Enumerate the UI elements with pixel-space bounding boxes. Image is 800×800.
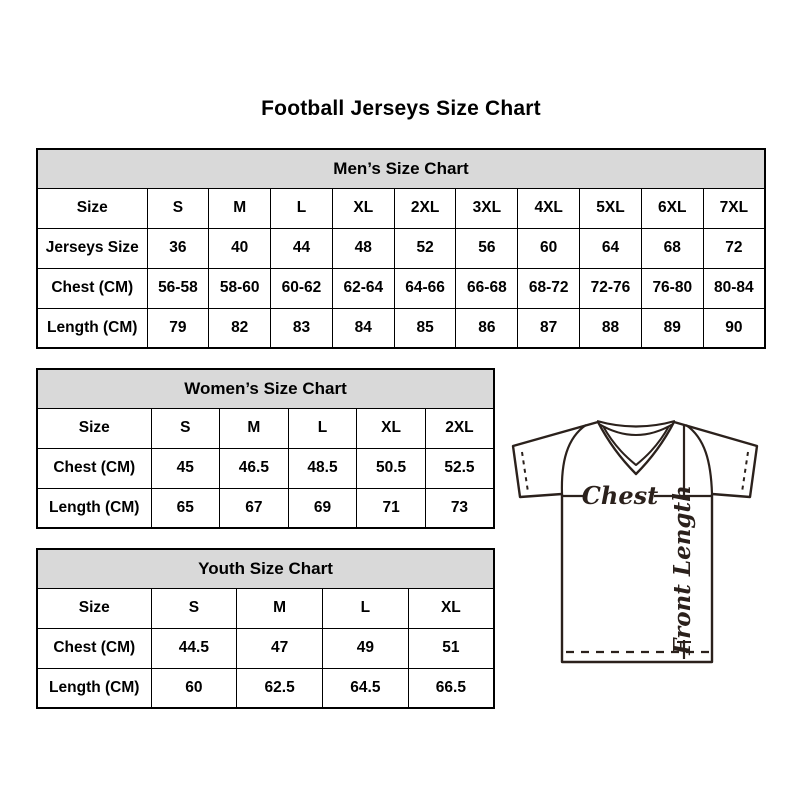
- mens-table-cell: 72: [703, 228, 765, 268]
- youth-table-cell: 51: [408, 628, 494, 668]
- mens-table-cell: 56: [456, 228, 518, 268]
- youth-table-cell: XL: [408, 588, 494, 628]
- youth-table-cell: 49: [323, 628, 409, 668]
- front-length-measure-label: Front Length: [669, 485, 696, 655]
- womens-table-title: Women’s Size Chart: [37, 369, 494, 408]
- mens-table-cell: 48: [332, 228, 394, 268]
- mens-table-cell: 62-64: [332, 268, 394, 308]
- chest-measure-label: Chest: [581, 481, 659, 510]
- youth-row-label: Chest (CM): [37, 628, 151, 668]
- youth-table-title: Youth Size Chart: [37, 549, 494, 588]
- youth-table-cell: L: [323, 588, 409, 628]
- womens-table-cell: M: [220, 408, 289, 448]
- youth-table-cell: 47: [237, 628, 323, 668]
- mens-table-cell: 84: [332, 308, 394, 348]
- womens-size-table: [36, 368, 495, 529]
- womens-table-cell: L: [288, 408, 357, 448]
- youth-table-cell: 64.5: [323, 668, 409, 708]
- jersey-right-armhole-seam: [686, 425, 712, 494]
- womens-row-label: Length (CM): [37, 488, 151, 528]
- mens-table-cell: 82: [209, 308, 271, 348]
- mens-table-cell: 40: [209, 228, 271, 268]
- womens-row-label: Size: [37, 408, 151, 448]
- mens-table-cell: 60: [518, 228, 580, 268]
- mens-table-cell: 79: [147, 308, 209, 348]
- mens-table-title: Men’s Size Chart: [37, 149, 765, 188]
- mens-table-cell: 87: [518, 308, 580, 348]
- mens-table-cell: 86: [456, 308, 518, 348]
- mens-table-cell: M: [209, 188, 271, 228]
- mens-table-cell: 72-76: [580, 268, 642, 308]
- womens-table-cell: 45: [151, 448, 220, 488]
- womens-table-cell: S: [151, 408, 220, 448]
- mens-table-cell: 56-58: [147, 268, 209, 308]
- page-title: Football Jerseys Size Chart: [261, 97, 541, 120]
- mens-row-label: Jerseys Size: [37, 228, 147, 268]
- womens-table-cell: 71: [357, 488, 426, 528]
- mens-table-cell: S: [147, 188, 209, 228]
- mens-table-cell: 60-62: [271, 268, 333, 308]
- youth-row-label: Length (CM): [37, 668, 151, 708]
- womens-row-label: Chest (CM): [37, 448, 151, 488]
- mens-table-cell: 5XL: [580, 188, 642, 228]
- mens-table-cell: 68: [641, 228, 703, 268]
- womens-table-cell: 69: [288, 488, 357, 528]
- mens-table-cell: 66-68: [456, 268, 518, 308]
- youth-size-table: [36, 548, 495, 709]
- womens-table-cell: 46.5: [220, 448, 289, 488]
- mens-table-cell: 64-66: [394, 268, 456, 308]
- mens-row-label: Length (CM): [37, 308, 147, 348]
- mens-table-cell: L: [271, 188, 333, 228]
- mens-table-cell: 88: [580, 308, 642, 348]
- mens-table-cell: 6XL: [641, 188, 703, 228]
- mens-table-cell: 3XL: [456, 188, 518, 228]
- mens-table-cell: 44: [271, 228, 333, 268]
- jersey-measurement-diagram: [495, 405, 785, 675]
- mens-table-cell: 89: [641, 308, 703, 348]
- womens-table-cell: 67: [220, 488, 289, 528]
- mens-table-cell: 85: [394, 308, 456, 348]
- mens-table-cell: 4XL: [518, 188, 580, 228]
- mens-table-cell: 64: [580, 228, 642, 268]
- youth-table-cell: 60: [151, 668, 237, 708]
- jersey-right-cuff-dashed-line: [742, 452, 748, 492]
- womens-table-cell: 73: [425, 488, 494, 528]
- mens-table-cell: 52: [394, 228, 456, 268]
- mens-table-cell: 36: [147, 228, 209, 268]
- womens-table-cell: 48.5: [288, 448, 357, 488]
- youth-table-cell: M: [237, 588, 323, 628]
- youth-table-cell: 62.5: [237, 668, 323, 708]
- mens-table-cell: 90: [703, 308, 765, 348]
- mens-table-cell: XL: [332, 188, 394, 228]
- jersey-left-cuff-dashed-line: [522, 452, 528, 492]
- mens-size-table: [36, 148, 766, 349]
- womens-table-cell: 52.5: [425, 448, 494, 488]
- youth-table-cell: 66.5: [408, 668, 494, 708]
- mens-row-label: Size: [37, 188, 147, 228]
- mens-row-label: Chest (CM): [37, 268, 147, 308]
- mens-table-cell: 58-60: [209, 268, 271, 308]
- mens-table-cell: 83: [271, 308, 333, 348]
- womens-table-cell: 65: [151, 488, 220, 528]
- mens-table-cell: 7XL: [703, 188, 765, 228]
- youth-row-label: Size: [37, 588, 151, 628]
- youth-table-cell: S: [151, 588, 237, 628]
- mens-table-cell: 2XL: [394, 188, 456, 228]
- womens-table-cell: XL: [357, 408, 426, 448]
- mens-table-cell: 68-72: [518, 268, 580, 308]
- mens-table-cell: 80-84: [703, 268, 765, 308]
- womens-table-cell: 2XL: [425, 408, 494, 448]
- jersey-collar-back-arc: [597, 421, 675, 427]
- mens-table-cell: 76-80: [641, 268, 703, 308]
- youth-table-cell: 44.5: [151, 628, 237, 668]
- womens-table-cell: 50.5: [357, 448, 426, 488]
